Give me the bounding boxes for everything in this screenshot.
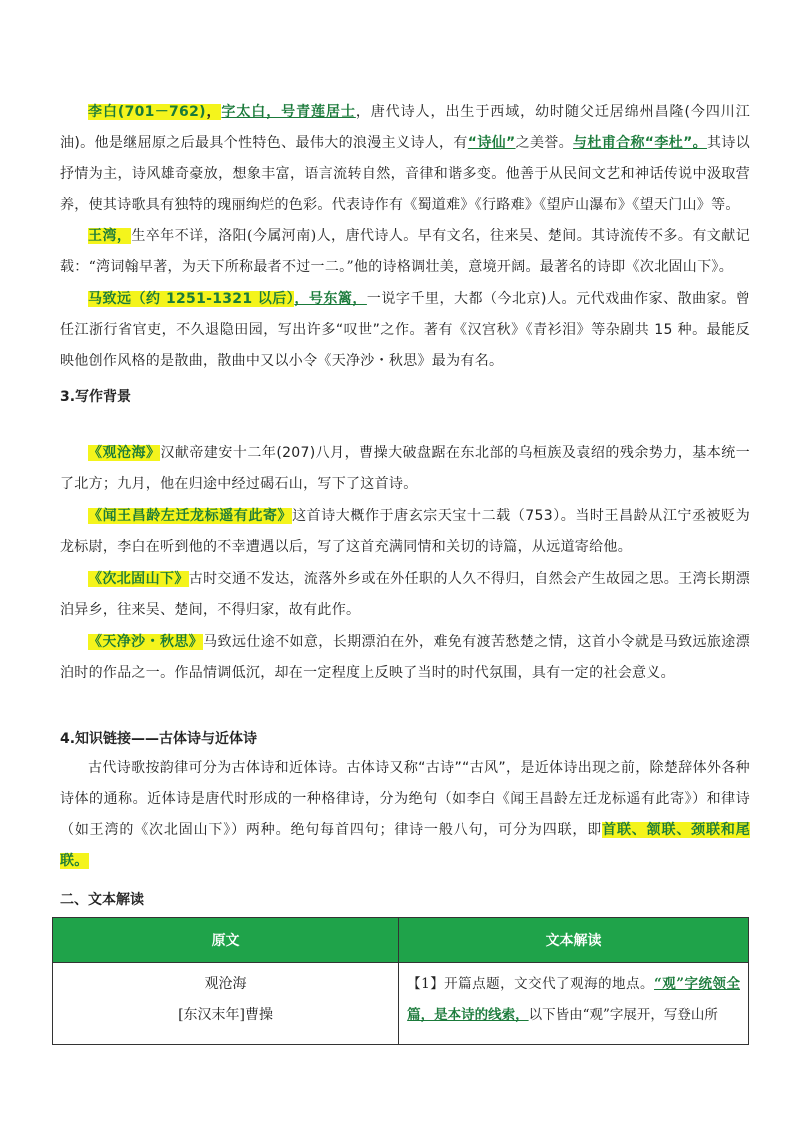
- table-row: [53, 963, 749, 1045]
- section-4-text: [60, 753, 750, 877]
- interpretation-cell: [399, 963, 749, 1045]
- li-bai-poet-title: “诗仙”: [467, 135, 516, 151]
- poem-author: [东汉末年]曹操: [178, 1007, 274, 1023]
- background-item: [60, 564, 750, 626]
- table-header-row: [53, 918, 749, 963]
- background-item: [60, 501, 750, 563]
- li-bai-style-name: 字太白，号青莲居士: [221, 104, 356, 120]
- section-2-heading: 二、文本解读: [60, 892, 144, 908]
- bio-ma-zhiyuan: [60, 284, 750, 377]
- background-title: 《次北固山下》: [88, 571, 189, 587]
- original-cell: [53, 963, 399, 1045]
- background-title: 《天净沙・秋思》: [88, 634, 204, 650]
- background-item: [60, 438, 750, 500]
- column-header-interpretation: 文本解读: [399, 918, 749, 963]
- background-text: 这首诗大概作于唐玄宗天宝十二载（753）。当时王昌龄从江宁丞被贬为龙标尉，李白在听到他的不幸遭遇以后，写了这首充满同情和关切的诗篇，从远道寄给他。: [60, 508, 750, 555]
- background-text: 汉献帝建安十二年(207)八月，曹操大破盘踞在东北部的乌桓族及袁绍的残余势力，基本统一了北方；九月，他在归途中经过碣石山，写下了这首诗。: [60, 445, 751, 492]
- li-bai-sep: ，: [205, 104, 222, 120]
- poem-title: 观沧海: [204, 976, 247, 992]
- li-bai-text3: 其诗以抒情为主，诗风雄奇豪放，想象丰富，语言流转自然，音律和谐多变。他善于从民间文艺和神话传说中汲取营养，使其诗歌具有独特的瑰丽绚烂的色彩。代表诗作有《蜀道难》《行路难》《望庐山瀑布》《望天门山》等。: [60, 135, 751, 213]
- ma-zhiyuan-name: 马致远（约 1251-1321 以后）: [88, 291, 295, 307]
- column-header-original: 原文: [53, 918, 399, 963]
- ma-zhiyuan-text: 一说字千里，大都（今北京)人。元代戏曲作家、散曲家。曾任江浙行省官吏，不久退隐田园，写出许多“叹世”之作。著有《汉宫秋》《青衫泪》等杂剧共 15 种。最能反映他创作风格的是散曲，散曲中又以小令《天净沙・秋思》最为有名。: [60, 291, 751, 369]
- li-bai-with-du: 与杜甫合称“李杜”。: [573, 135, 707, 151]
- section-4-body: 古代诗歌按韵律可分为古体诗和近体诗。古体诗又称“古诗”“古风”，是近体诗出现之前，除楚辞体外各种诗体的通称。近体诗是唐代时形成的一种格律诗，分为绝句（如李白《闻王昌龄左迁龙标遥有此寄》）和律诗（如王湾的《次北固山下》）两种。绝句每首四句；律诗一般八句，可分为四联，即: [60, 760, 750, 838]
- li-bai-text1: ，唐代诗人，出生于西域，幼时随父迁居绵州昌隆(今四川江油)。他是继屈原之后最具个性特色、最伟大的浪漫主义诗人，有: [60, 104, 751, 151]
- section-4-highlight: 首联、颔联、颈联和尾联。: [60, 822, 750, 869]
- bio-li-bai: [60, 97, 750, 221]
- li-bai-name: 李白(701－762): [88, 104, 206, 120]
- note-key-point: “观”字统领全篇，是本诗的线索，: [407, 976, 740, 1023]
- background-title: 《闻王昌龄左迁龙标遥有此寄》: [88, 508, 293, 524]
- bio-wang-wan: [60, 221, 750, 283]
- background-title: 《观沧海》: [88, 445, 161, 461]
- note-text-c: 以下皆由“观”字展开，写登山所: [528, 1007, 718, 1023]
- interpretation-table: [52, 917, 749, 1045]
- wang-wan-text: 生卒年不详，洛阳(今属河南)人，唐代诗人。早有文名，往来吴、楚间。其诗流传不多。有文献记载：“湾词翰早著，为天下所称最者不过一二。”他的诗格调壮美，意境开阔。最著名的诗即《次北固山下》。: [60, 228, 750, 275]
- section-3-heading: 3.写作背景: [60, 389, 132, 405]
- wang-wan-name: 王湾，: [88, 228, 132, 244]
- note-text-a: 【1】开篇点题，文交代了观海的地点。: [407, 976, 655, 992]
- ma-zhiyuan-style-name: ，号东篱，: [294, 291, 367, 307]
- li-bai-text2: 之美誉。: [515, 135, 574, 151]
- section-4-heading: 4.知识链接——古体诗与近体诗: [60, 731, 258, 747]
- background-text: 古时交通不发达，流落外乡或在外任职的人久不得归，自然会产生故园之思。王湾长期漂泊异乡，往来吴、楚间，不得归家，故有此作。: [60, 571, 750, 618]
- background-item: [60, 627, 750, 689]
- background-text: 马致远仕途不如意，长期漂泊在外，难免有渡苦愁楚之情，这首小令就是马致远旅途漂泊时的作品之一。作品情调低沉，却在一定程度上反映了当时的时代氛围，具有一定的社会意义。: [60, 634, 750, 681]
